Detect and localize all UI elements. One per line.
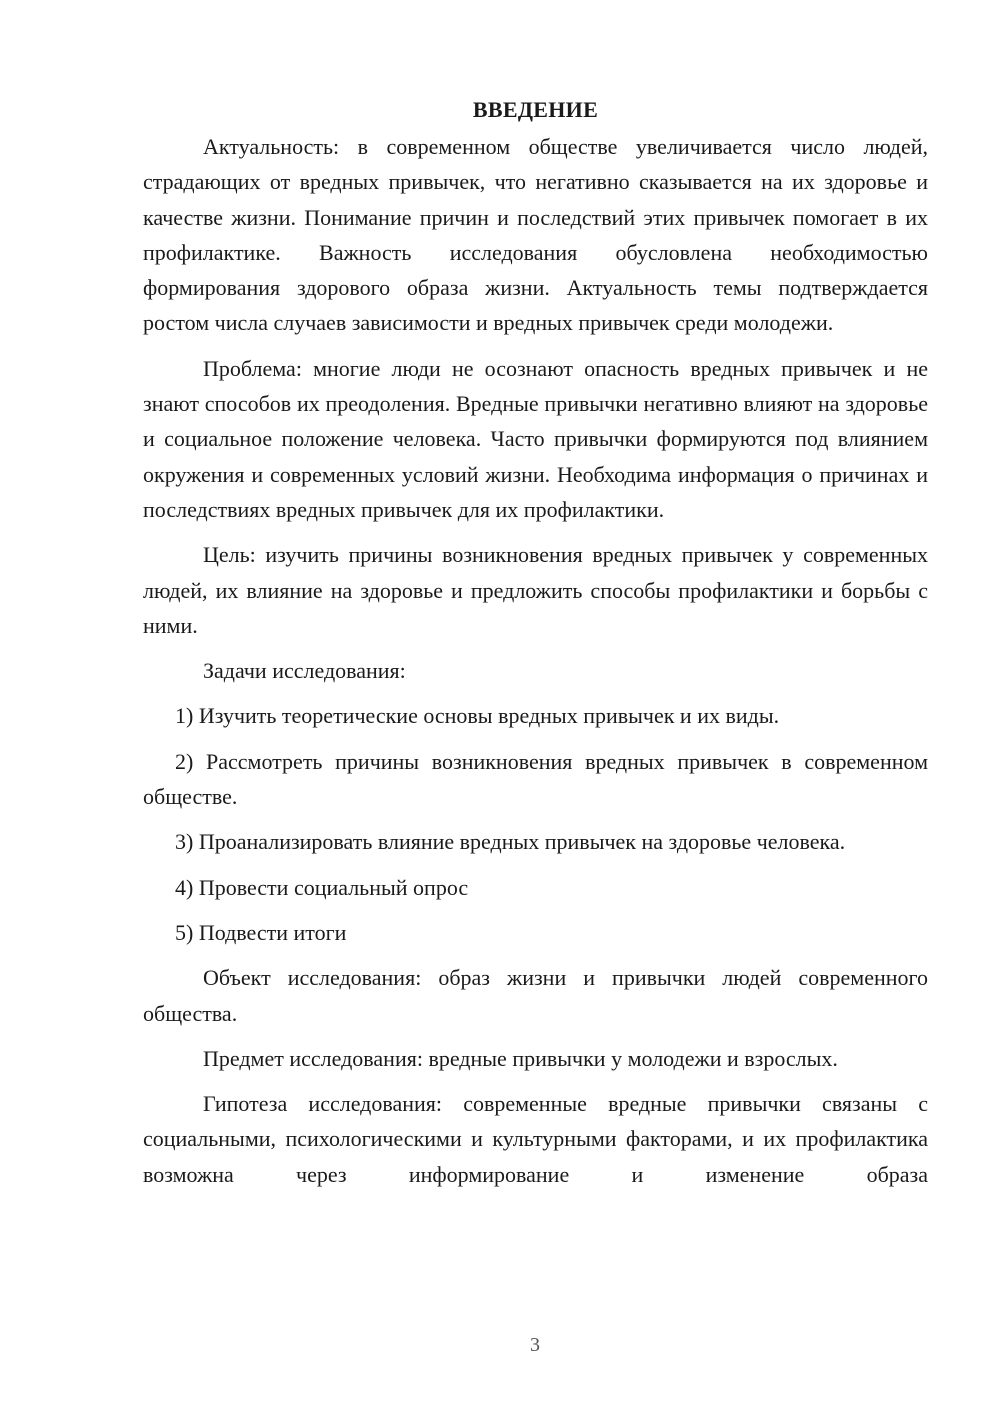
paragraph-relevance: Актуальность: в современном обществе увеличивается число людей, страдающих от вредных привычек, что негативно сказывается на их здоровье и качестве жизни. Понимание причин и последствий этих привычек помогает в их профилактике. Важность исследования обусловлена необходимостью формирования здорового образа жизни. Актуальность темы подтверждается ростом числа случаев зависимости и вредных привычек среди молодежи. — [143, 134, 928, 336]
paragraph-subject: Предмет исследования: вредные привычки у молодежи и взрослых. — [203, 1045, 838, 1071]
paragraph-goal: Цель: изучить причины возникновения вредных привычек у современных людей, их влияние на здоровье и предложить способы профилактики и борьбы с ними. — [143, 542, 928, 638]
paragraph-problem: Проблема: многие люди не осознают опасность вредных привычек и не знают способов их преодоления. Вредные привычки негативно влияют на здоровье и социальное положение человека. Часто привычки формируются под влиянием окружения и современных условий жизни. Необходима информация о причинах и последствиях вредных привычек для их профилактики. — [143, 355, 928, 522]
task-item-4: 4) Провести социальный опрос — [175, 874, 469, 900]
paragraph-object: Объект исследования: образ жизни и привычки людей современного общества. — [143, 965, 928, 1026]
task-item-5: 5) Подвести итоги — [175, 919, 347, 945]
section-title: ВВЕДЕНИЕ — [472, 97, 599, 122]
task-item-3: 3) Проанализировать влияние вредных привычек на здоровье человека. — [175, 829, 846, 855]
document-page — [143, 92, 928, 1202]
paragraph-hypothesis: Гипотеза исследования: современные вредные привычки связаны с социальными, психологическими и культурными факторами, и их профилактика возможна через информирование и изменение образа — [143, 1091, 928, 1187]
paragraph-tasks-heading: Задачи исследования: — [203, 658, 406, 684]
task-item-2: 2) Рассмотреть причины возникновения вредных привычек в современном обществе. — [143, 748, 928, 810]
task-item-1: 1) Изучить теоретические основы вредных привычек и их виды. — [175, 703, 780, 729]
page-number: 3 — [530, 1334, 540, 1356]
